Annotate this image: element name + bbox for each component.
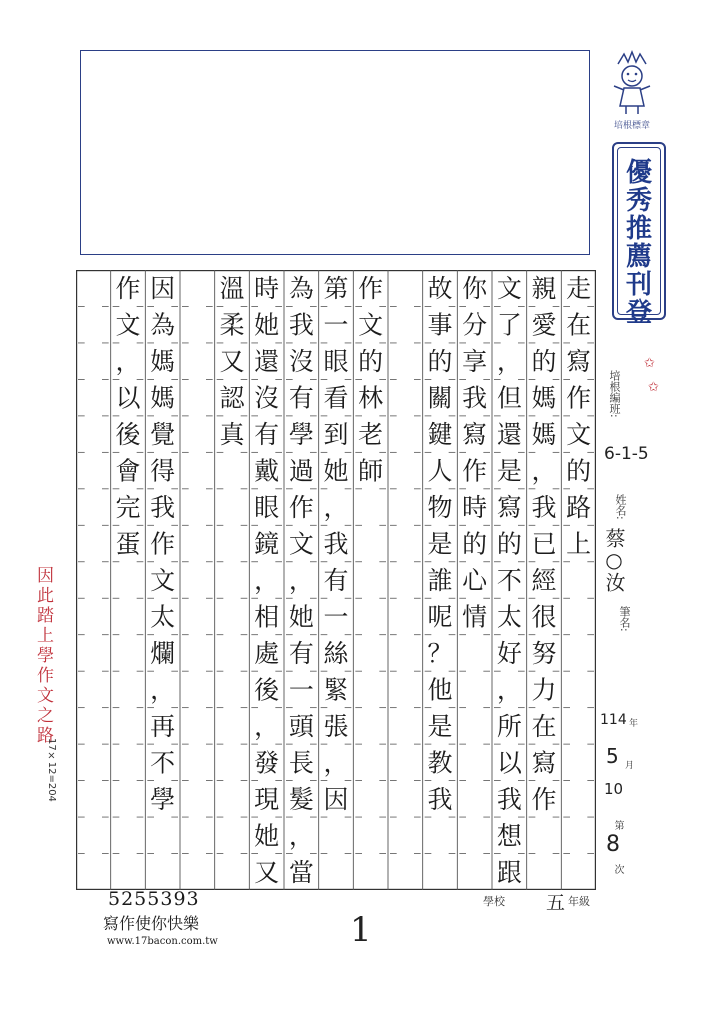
essay-char: 文 [115, 310, 141, 340]
grid-count: 17×12=204 [46, 738, 57, 802]
essay-char: 還 [496, 420, 522, 450]
essay-char: 有 [323, 566, 349, 595]
essay-char: 寫 [462, 420, 488, 450]
essay-char: 得 [150, 456, 176, 486]
name-label: 姓名: [614, 494, 627, 520]
essay-char: 我 [531, 493, 557, 523]
issue-suffix: 次 [612, 864, 623, 874]
essay-char: 真 [219, 420, 245, 450]
essay-char: 作 [531, 784, 557, 814]
essay-char: 發 [254, 748, 280, 778]
essay-char: 有 [288, 638, 314, 668]
page-number: 1 [350, 910, 372, 950]
issue-value: 8 [606, 832, 620, 857]
essay-char: 我 [462, 383, 488, 413]
essay-char: 會 [115, 456, 141, 486]
essay-char: 了 [496, 310, 522, 340]
essay-char: 處 [254, 638, 280, 668]
essay-char: 寫 [531, 748, 557, 778]
essay-char: 學 [288, 420, 314, 450]
essay-char: 心 [462, 566, 488, 595]
essay-char: 以 [496, 748, 522, 778]
essay-char: 你 [462, 274, 488, 304]
essay-char: 眼 [254, 493, 280, 523]
essay-char: 當 [288, 857, 314, 887]
essay-char: 我 [427, 784, 453, 814]
essay-char: 再 [150, 711, 176, 741]
essay-char: 的 [427, 347, 453, 377]
essay-char: 完 [115, 493, 141, 523]
essay-char: 眼 [323, 347, 349, 377]
grade-value: 五 [546, 892, 566, 914]
essay-char: 為 [288, 274, 314, 304]
essay-char: 髮 [288, 784, 314, 814]
essay-char: 親 [531, 274, 557, 304]
essay-char: 努 [531, 638, 557, 668]
date-day: 10 [604, 780, 624, 798]
essay-char: 寫 [566, 347, 592, 377]
essay-char: 有 [254, 420, 280, 450]
essay-column [254, 274, 280, 887]
essay-char: 因 [323, 784, 349, 814]
essay-char: 是 [427, 529, 453, 559]
essay-char: 柔 [219, 310, 245, 340]
class-label: 培根編班: [608, 370, 621, 418]
date-month: 5 [606, 744, 619, 768]
essay-char: 看 [323, 383, 349, 413]
essay-column [427, 274, 452, 814]
essay-char: 在 [566, 310, 592, 340]
date-year-label: 年 [627, 718, 637, 727]
issue-label: 第 [612, 820, 623, 830]
essay-char: 所 [496, 711, 522, 741]
essay-char: 學 [150, 784, 176, 814]
essay-char: 好 [496, 638, 522, 668]
star-icon: ✩ [644, 356, 655, 371]
essay-char: ， [254, 711, 280, 741]
footer-url: www.17bacon.com.tw [107, 936, 218, 947]
teacher-margin-note: 因此踏上學作文之路 [33, 566, 53, 746]
essay-char: 的 [566, 456, 592, 486]
essay-char: 的 [358, 347, 384, 377]
essay-char: 我 [323, 529, 349, 559]
essay-char: 不 [150, 748, 176, 778]
date-year: 114 [600, 712, 627, 728]
essay-char: 作 [115, 274, 141, 304]
essay-char: ， [254, 566, 280, 595]
badge-char: 刊 [625, 270, 652, 300]
name-value: 蔡○汝 [602, 528, 626, 592]
essay-column [462, 274, 488, 631]
essay-char: 過 [288, 456, 314, 486]
essay-char: 情 [462, 602, 488, 632]
essay-char: 跟 [496, 857, 522, 887]
essay-column [531, 274, 556, 814]
essay-char: 後 [115, 420, 141, 450]
essay-char: 她 [254, 310, 280, 340]
essay-char: 一 [323, 310, 349, 340]
essay-char: 作 [566, 383, 592, 413]
essay-char: 一 [288, 675, 314, 705]
essay-char: 作 [358, 274, 384, 304]
essay-char: ， [323, 748, 349, 778]
writing-grid [76, 270, 596, 890]
essay-char: 認 [219, 383, 245, 413]
essay-char: 鏡 [254, 529, 280, 559]
essay-char: 文 [288, 529, 314, 559]
essay-char: 是 [427, 711, 453, 741]
badge-char: 秀 [625, 186, 652, 216]
essay-char: 不 [496, 566, 522, 595]
recommend-badge [612, 142, 666, 328]
footer-code-number: 5255393 [108, 888, 200, 910]
essay-char: ， [115, 347, 141, 377]
essay-char: 物 [427, 493, 453, 523]
essay-char: 故 [427, 274, 453, 304]
essay-char: 經 [531, 566, 557, 595]
essay-char: ， [496, 347, 522, 377]
essay-char: 沒 [288, 347, 314, 377]
essay-char: 我 [496, 784, 522, 814]
essay-char: ？ [427, 638, 453, 668]
footer-slogan: 寫作使你快樂 [103, 914, 200, 933]
essay-char: 太 [496, 602, 522, 632]
essay-column [566, 274, 591, 558]
badge-char: 推 [625, 214, 652, 244]
essay-column [289, 274, 315, 887]
badge-char: 薦 [625, 242, 652, 272]
essay-char: 第 [323, 274, 349, 304]
essay-char: 為 [150, 310, 176, 340]
star-icon: ✩ [648, 380, 659, 395]
essay-char: 文 [566, 420, 592, 450]
badge-char: 登 [625, 298, 652, 328]
class-value: 6-1-5 [604, 444, 649, 464]
essay-char: 張 [323, 711, 349, 741]
essay-char: 溫 [219, 274, 245, 304]
essay-char: 呢 [427, 602, 453, 632]
essay-char: 我 [288, 310, 314, 340]
essay-char: 爛 [150, 638, 176, 668]
essay-char: 文 [496, 274, 522, 304]
essay-column [115, 274, 141, 558]
essay-column [323, 274, 349, 814]
essay-char: 到 [323, 420, 349, 450]
essay-char: ， [323, 493, 349, 523]
essay-char: 時 [254, 274, 280, 304]
essay-char: 上 [566, 529, 592, 559]
stamp-caption: 培根標章 [613, 121, 650, 131]
essay-column [150, 274, 175, 814]
essay-char: 一 [323, 602, 349, 632]
essay-char: 還 [254, 347, 280, 377]
essay-column [358, 274, 383, 485]
essay-char: 誰 [427, 566, 453, 595]
essay-char: 因 [150, 274, 176, 304]
essay-char: 事 [427, 310, 453, 340]
essay-char: 老 [358, 420, 384, 450]
essay-char: 作 [150, 529, 176, 559]
essay-char: 媽 [531, 420, 557, 450]
essay-char: 戴 [254, 456, 280, 486]
essay-char: 力 [531, 675, 557, 705]
essay-char: 已 [531, 529, 557, 559]
school-label: 學校 [483, 895, 505, 908]
essay-char: 絲 [323, 638, 349, 668]
essay-char: 後 [254, 675, 280, 705]
essay-char: 媽 [150, 383, 176, 413]
essay-char: 很 [531, 602, 557, 632]
essay-char: 的 [496, 529, 522, 559]
essay-char: 的 [531, 347, 557, 377]
essay-char: 但 [496, 383, 522, 413]
essay-char: 蛋 [115, 529, 141, 559]
essay-column [219, 274, 246, 449]
essay-char: 相 [254, 602, 280, 632]
essay-char: 作 [462, 456, 488, 486]
essay-char: 我 [150, 493, 176, 523]
bacon-stamp-logo [604, 48, 660, 144]
essay-char: 文 [150, 566, 176, 595]
essay-char: 太 [150, 602, 176, 632]
pen-name-label: 筆名: [618, 606, 631, 632]
essay-char: 人 [427, 456, 453, 486]
essay-char: 在 [531, 711, 557, 741]
essay-char: 又 [219, 347, 245, 377]
essay-char: 她 [288, 602, 314, 632]
essay-char: 享 [462, 347, 488, 377]
essay-char: 師 [358, 456, 384, 486]
essay-char: 時 [462, 493, 488, 523]
essay-char: 現 [254, 784, 280, 814]
mascot-icon [604, 48, 660, 118]
essay-char: 她 [254, 821, 280, 851]
essay-char: ， [150, 675, 176, 705]
essay-char: 寫 [496, 493, 522, 523]
essay-char: 長 [288, 748, 314, 778]
essay-char: 頭 [288, 711, 314, 741]
essay-char: 她 [323, 456, 349, 486]
essay-char: 作 [288, 493, 314, 523]
essay-char: 以 [115, 383, 141, 413]
essay-char: 路 [566, 493, 592, 523]
essay-char: 愛 [531, 310, 557, 340]
teacher-comment-box [80, 50, 590, 255]
essay-char: 分 [462, 310, 488, 340]
essay-char: 他 [427, 675, 453, 705]
essay-char: ， [288, 821, 314, 851]
essay-char: ， [496, 675, 522, 705]
essay-char: 關 [427, 383, 453, 413]
essay-char: 沒 [254, 383, 280, 413]
essay-char: 緊 [323, 675, 349, 705]
essay-char: 是 [496, 456, 522, 486]
essay-char: 鍵 [427, 420, 453, 450]
essay-char: 走 [566, 274, 592, 304]
essay-char: 教 [427, 748, 453, 778]
badge-char: 優 [625, 158, 652, 188]
date-month-label: 月 [623, 760, 633, 769]
essay-char: 林 [358, 383, 384, 413]
essay-char: 覺 [150, 420, 176, 450]
essay-column [497, 274, 523, 887]
essay-char: 的 [462, 529, 488, 559]
essay-char: 媽 [531, 383, 557, 413]
essay-char: 媽 [150, 347, 176, 377]
grade-label: 年級 [568, 895, 590, 908]
essay-char: 有 [288, 383, 314, 413]
essay-char: 想 [496, 821, 522, 851]
essay-char: ， [288, 566, 314, 595]
essay-char: 文 [358, 310, 384, 340]
essay-char: ， [531, 456, 557, 486]
essay-char: 又 [254, 857, 280, 887]
